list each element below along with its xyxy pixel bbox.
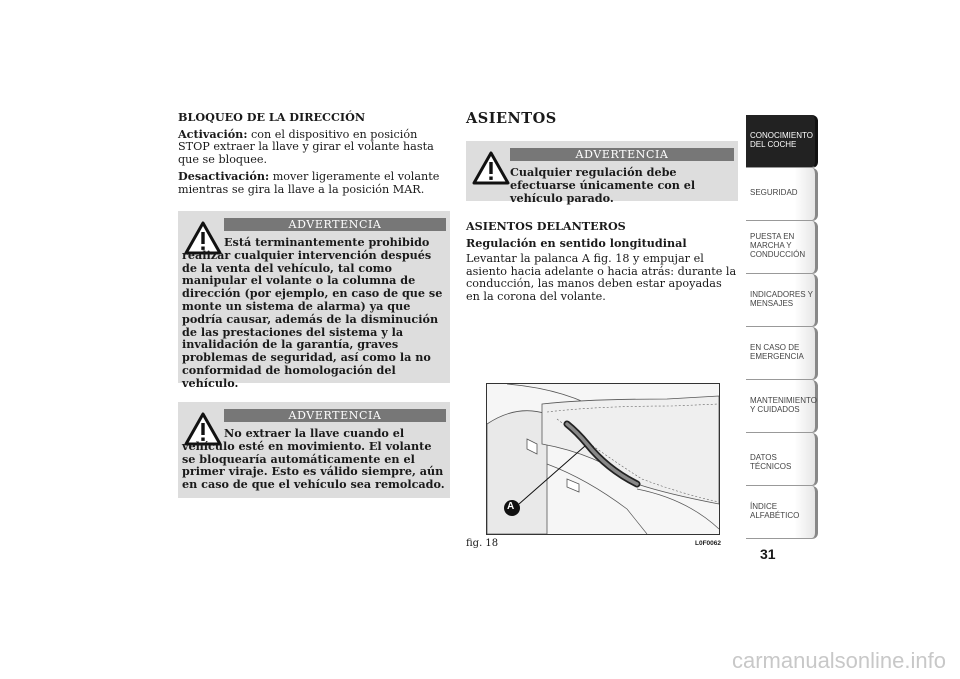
right-column [466, 111, 738, 126]
tab-emergencia[interactable]: EN CASO DE EMERGENCIA [746, 327, 818, 380]
seat-lever-figure [486, 383, 720, 535]
activation-label: Activación: [178, 126, 248, 141]
longitudinal-adjustment-heading: Regulación en sentido longitudinal [466, 235, 687, 250]
deactivation-label: Desactivación: [178, 169, 270, 184]
site-watermark: carmanualsonline.info [731, 648, 946, 673]
tab-puesta-en-marcha[interactable]: PUESTA EN MARCHA Y CONDUCCIÓN [746, 221, 818, 274]
deactivation-text: mover ligeramente el volante mientras se gira la llave a la posición MAR. [178, 170, 440, 196]
warning-title-bar: ADVERTENCIA [224, 409, 446, 422]
warning-triangle-icon [472, 151, 510, 185]
steering-lock-heading: BLOQUEO DE LA DIRECCIÓN [178, 110, 366, 124]
tab-datos-tecnicos[interactable]: DATOS TÉCNICOS [746, 433, 818, 486]
seats-section-title: ASIENTOS [466, 110, 557, 127]
tab-indice[interactable]: ÍNDICE ALFABÉTICO [746, 486, 818, 539]
seat-adjustment-body: Levantar la palanca A fig. 18 y empujar el asiento hacia adelante o hacia atrás: durante la conducción, las manos deben estar apoyadas en la corona del volante. [466, 252, 737, 303]
warning-title-bar: ADVERTENCIA [224, 218, 446, 231]
page-number: 31 [760, 546, 776, 562]
left-column [178, 111, 450, 201]
seat-illustration [487, 384, 719, 534]
tab-conocimiento[interactable]: CONOCIMIENTO DEL COCHE [746, 115, 818, 168]
warning-box-steering-modification [178, 211, 450, 390]
figure-code: L0F0062 [695, 540, 722, 547]
warning-box-key-removal [178, 402, 450, 498]
warning-text: Cualquier regulación debe efectuarse únicamente con el vehículo parado. [510, 165, 696, 205]
warning-box-seat-adjustment [466, 141, 738, 205]
front-seats-heading: ASIENTOS DELANTEROS [466, 219, 626, 233]
figure-caption: fig. 18 [466, 538, 499, 549]
chapter-tabs [746, 115, 818, 539]
warning-text: Está terminantemente prohibido realizar cualquier intervención después de la venta del vehículo, tal como manipular el volante o la columna de dirección (por ejemplo, en caso de que se monte un sistema de alarma) ya que podría causar, además de la disminución de las prestaciones del sistema y la invalidación de la garantía, graves problemas de seguridad, así como la no conformidad de homologación del vehículo. [182, 235, 443, 390]
tab-indicadores[interactable]: INDICADORES Y MENSAJES [746, 274, 818, 327]
deactivation-paragraph [178, 170, 450, 196]
tab-mantenimiento[interactable]: MANTENIMIENTO Y CUIDADOS [746, 380, 818, 433]
tab-seguridad[interactable]: SEGURIDAD [746, 168, 818, 221]
warning-text: No extraer la llave cuando el vehículo esté en movimiento. El volante se bloquearía automáticamente en el primer viraje. Esto es válido siempre, aún en caso de que el vehículo sea remolcado. [182, 426, 445, 492]
figure-label-a: A [507, 501, 515, 512]
front-seats-text [466, 220, 738, 304]
activation-paragraph [178, 128, 450, 167]
activation-text: con el dispositivo en posición STOP extraer la llave y girar el volante hasta que se bloquee. [178, 127, 434, 166]
warning-title-bar: ADVERTENCIA [510, 148, 734, 161]
